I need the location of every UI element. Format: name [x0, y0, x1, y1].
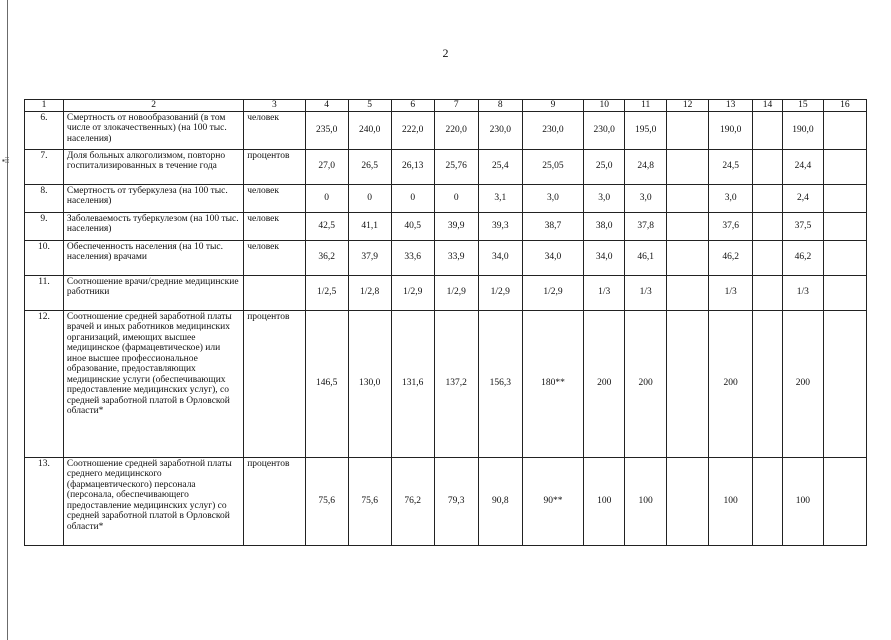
value-cell-col-15: 200: [782, 310, 823, 457]
value-cell-col-10: 34,0: [584, 240, 625, 275]
column-number-1: 1: [25, 100, 64, 112]
value-cell-col-16: [823, 212, 866, 240]
column-number-14: 14: [753, 100, 783, 112]
value-cell-col-5: 240,0: [348, 111, 391, 149]
column-number-16: 16: [823, 100, 866, 112]
value-cell-col-13: 190,0: [709, 111, 753, 149]
value-cell-col-7: 137,2: [434, 310, 478, 457]
value-cell-col-4: 42,5: [305, 212, 348, 240]
value-cell-col-6: 76,2: [391, 457, 434, 545]
value-cell-col-15: 37,5: [782, 212, 823, 240]
value-cell-col-10: 100: [584, 457, 625, 545]
value-cell-col-15: 1/3: [782, 275, 823, 310]
value-cell-col-8: 25,4: [478, 149, 522, 184]
value-cell-col-6: 40,5: [391, 212, 434, 240]
column-number-7: 7: [434, 100, 478, 112]
column-number-8: 8: [478, 100, 522, 112]
value-cell-col-12: [667, 457, 709, 545]
value-cell-col-8: 1/2,9: [478, 275, 522, 310]
table-row: [25, 184, 867, 212]
value-cell-col-11: 100: [625, 457, 667, 545]
value-cell-col-5: 1/2,8: [348, 275, 391, 310]
value-cell-col-8: 3,1: [478, 184, 522, 212]
value-cell-col-15: 24,4: [782, 149, 823, 184]
value-cell-col-15: 46,2: [782, 240, 823, 275]
value-cell-col-12: [667, 184, 709, 212]
value-cell-col-15: 2,4: [782, 184, 823, 212]
value-cell-col-7: 1/2,9: [434, 275, 478, 310]
indicator-name: Доля больных алкоголизмом, повторно госпитализированных в течение года: [63, 149, 243, 184]
value-cell-col-13: 100: [709, 457, 753, 545]
value-cell-col-4: 1/2,5: [305, 275, 348, 310]
value-cell-col-5: 37,9: [348, 240, 391, 275]
value-cell-col-7: 0: [434, 184, 478, 212]
value-cell-col-16: [823, 275, 866, 310]
unit-of-measure: человек: [244, 111, 305, 149]
value-cell-col-14: [753, 184, 783, 212]
column-number-3: 3: [244, 100, 305, 112]
value-cell-col-8: 90,8: [478, 457, 522, 545]
value-cell-col-12: [667, 310, 709, 457]
row-number: 12.: [25, 310, 64, 457]
table-row: [25, 457, 867, 545]
unit-of-measure: [244, 275, 305, 310]
column-number-10: 10: [584, 100, 625, 112]
column-number-4: 4: [305, 100, 348, 112]
value-cell-col-5: 130,0: [348, 310, 391, 457]
value-cell-col-6: 0: [391, 184, 434, 212]
value-cell-col-13: 37,6: [709, 212, 753, 240]
column-number-12: 12: [667, 100, 709, 112]
value-cell-col-5: 26,5: [348, 149, 391, 184]
value-cell-col-10: 200: [584, 310, 625, 457]
row-number: 8.: [25, 184, 64, 212]
value-cell-col-12: [667, 240, 709, 275]
value-cell-col-9: 180**: [522, 310, 583, 457]
column-number-11: 11: [625, 100, 667, 112]
value-cell-col-14: [753, 457, 783, 545]
indicator-name: Обеспеченность населения (на 10 тыс. населения) врачами: [63, 240, 243, 275]
table-row: [25, 275, 867, 310]
row-number: 9.: [25, 212, 64, 240]
value-cell-col-11: 195,0: [625, 111, 667, 149]
value-cell-col-7: 25,76: [434, 149, 478, 184]
value-cell-col-11: 24,8: [625, 149, 667, 184]
value-cell-col-5: 0: [348, 184, 391, 212]
value-cell-col-6: 33,6: [391, 240, 434, 275]
value-cell-col-16: [823, 457, 866, 545]
value-cell-col-13: 200: [709, 310, 753, 457]
scan-artifact-mark: ▪⁞⁞: [2, 156, 10, 165]
table-row: [25, 149, 867, 184]
value-cell-col-8: 156,3: [478, 310, 522, 457]
unit-of-measure: человек: [244, 184, 305, 212]
value-cell-col-4: 75,6: [305, 457, 348, 545]
value-cell-col-7: 33,9: [434, 240, 478, 275]
row-number: 10.: [25, 240, 64, 275]
value-cell-col-12: [667, 275, 709, 310]
value-cell-col-7: 79,3: [434, 457, 478, 545]
value-cell-col-10: 3,0: [584, 184, 625, 212]
value-cell-col-16: [823, 111, 866, 149]
value-cell-col-15: 190,0: [782, 111, 823, 149]
indicator-name: Заболеваемость туберкулезом (на 100 тыс. населения): [63, 212, 243, 240]
column-number-5: 5: [348, 100, 391, 112]
table-row: [25, 310, 867, 457]
value-cell-col-6: 26,13: [391, 149, 434, 184]
row-number: 13.: [25, 457, 64, 545]
value-cell-col-10: 38,0: [584, 212, 625, 240]
value-cell-col-12: [667, 212, 709, 240]
indicators-table: [24, 99, 867, 546]
value-cell-col-9: 230,0: [522, 111, 583, 149]
value-cell-col-11: 46,1: [625, 240, 667, 275]
value-cell-col-5: 41,1: [348, 212, 391, 240]
value-cell-col-11: 1/3: [625, 275, 667, 310]
value-cell-col-8: 230,0: [478, 111, 522, 149]
unit-of-measure: процентов: [244, 457, 305, 545]
column-number-9: 9: [522, 100, 583, 112]
value-cell-col-6: 131,6: [391, 310, 434, 457]
value-cell-col-13: 46,2: [709, 240, 753, 275]
value-cell-col-4: 27,0: [305, 149, 348, 184]
value-cell-col-14: [753, 310, 783, 457]
value-cell-col-9: 38,7: [522, 212, 583, 240]
scan-left-edge: [7, 0, 8, 640]
value-cell-col-10: 230,0: [584, 111, 625, 149]
value-cell-col-4: 36,2: [305, 240, 348, 275]
value-cell-col-14: [753, 111, 783, 149]
value-cell-col-11: 37,8: [625, 212, 667, 240]
value-cell-col-9: 90**: [522, 457, 583, 545]
unit-of-measure: процентов: [244, 310, 305, 457]
value-cell-col-14: [753, 275, 783, 310]
value-cell-col-16: [823, 184, 866, 212]
column-number-row: [25, 100, 867, 112]
value-cell-col-12: [667, 149, 709, 184]
value-cell-col-9: 3,0: [522, 184, 583, 212]
indicator-name: Смертность от туберкулеза (на 100 тыс. населения): [63, 184, 243, 212]
indicator-name: Соотношение средней заработной платы среднего медицинского (фармацевтического) персонала (персонала, обеспечивающего предоставление медицинских услуг) со средней заработной платой в Орловской области*: [63, 457, 243, 545]
row-number: 6.: [25, 111, 64, 149]
value-cell-col-14: [753, 149, 783, 184]
value-cell-col-5: 75,6: [348, 457, 391, 545]
value-cell-col-10: 25,0: [584, 149, 625, 184]
indicator-name: Соотношение врачи/средние медицинские работники: [63, 275, 243, 310]
value-cell-col-9: 1/2,9: [522, 275, 583, 310]
indicator-name: Соотношение средней заработной платы врачей и иных работников медицинских организаций, имеющих высшее медицинское (фармацевтическое) или иное высшее профессиональное образование, предоставляющих медицинские услуги (обеспечивающих предоставление медицинских услуг), со средней заработной платой в Орловской области*: [63, 310, 243, 457]
value-cell-col-7: 220,0: [434, 111, 478, 149]
value-cell-col-11: 3,0: [625, 184, 667, 212]
value-cell-col-13: 3,0: [709, 184, 753, 212]
value-cell-col-16: [823, 240, 866, 275]
value-cell-col-16: [823, 149, 866, 184]
value-cell-col-8: 34,0: [478, 240, 522, 275]
value-cell-col-16: [823, 310, 866, 457]
value-cell-col-6: 1/2,9: [391, 275, 434, 310]
column-number-6: 6: [391, 100, 434, 112]
value-cell-col-4: 235,0: [305, 111, 348, 149]
table-row: [25, 240, 867, 275]
value-cell-col-14: [753, 240, 783, 275]
value-cell-col-8: 39,3: [478, 212, 522, 240]
value-cell-col-12: [667, 111, 709, 149]
column-number-15: 15: [782, 100, 823, 112]
unit-of-measure: процентов: [244, 149, 305, 184]
value-cell-col-13: 24,5: [709, 149, 753, 184]
unit-of-measure: человек: [244, 212, 305, 240]
value-cell-col-4: 146,5: [305, 310, 348, 457]
table-row: [25, 212, 867, 240]
indicator-name: Смертность от новообразований (в том числе от злокачественных) (на 100 тыс. населения): [63, 111, 243, 149]
value-cell-col-15: 100: [782, 457, 823, 545]
value-cell-col-10: 1/3: [584, 275, 625, 310]
value-cell-col-9: 34,0: [522, 240, 583, 275]
value-cell-col-4: 0: [305, 184, 348, 212]
column-number-2: 2: [63, 100, 243, 112]
value-cell-col-6: 222,0: [391, 111, 434, 149]
column-number-13: 13: [709, 100, 753, 112]
row-number: 11.: [25, 275, 64, 310]
unit-of-measure: человек: [244, 240, 305, 275]
table-row: [25, 111, 867, 149]
value-cell-col-11: 200: [625, 310, 667, 457]
value-cell-col-13: 1/3: [709, 275, 753, 310]
value-cell-col-9: 25,05: [522, 149, 583, 184]
value-cell-col-14: [753, 212, 783, 240]
page-number: 2: [442, 46, 449, 60]
row-number: 7.: [25, 149, 64, 184]
value-cell-col-7: 39,9: [434, 212, 478, 240]
